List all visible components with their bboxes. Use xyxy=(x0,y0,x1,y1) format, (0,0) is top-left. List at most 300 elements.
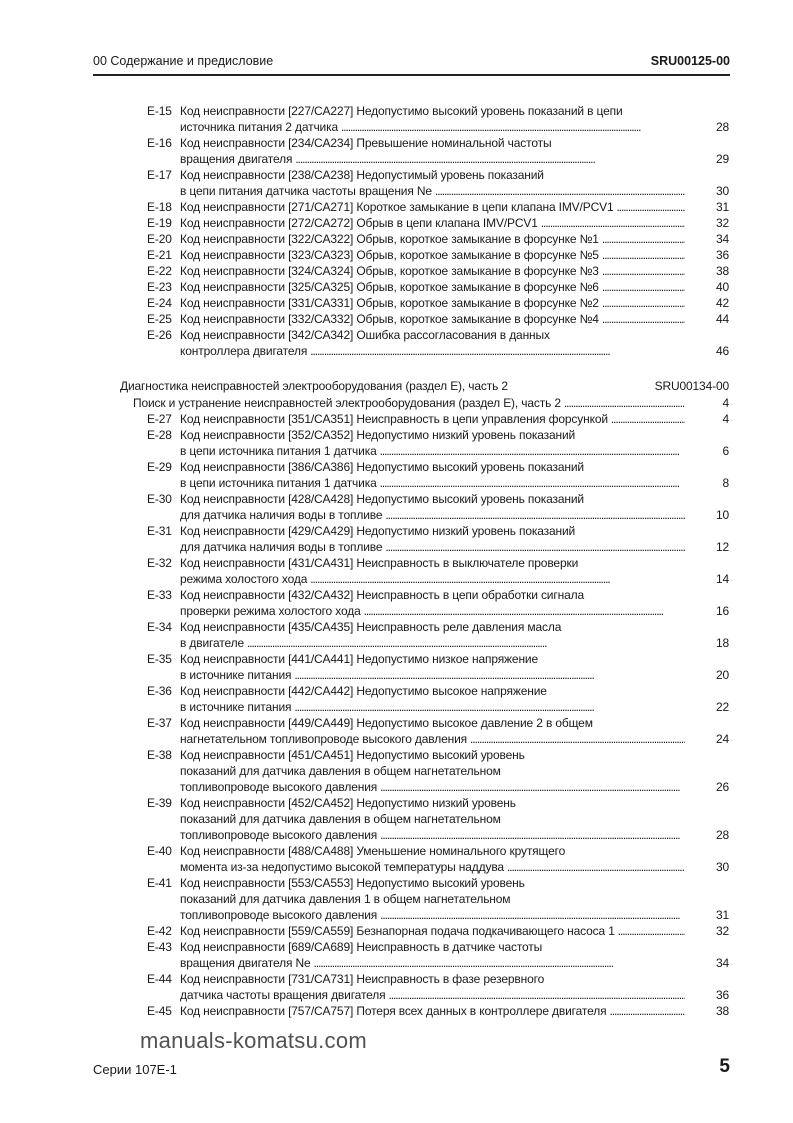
dot-leader xyxy=(311,955,685,971)
footer-series: Серии 107E-1 xyxy=(93,1062,177,1077)
entry-text-wrap xyxy=(180,907,685,923)
toc-line xyxy=(0,731,793,747)
toc-line xyxy=(0,507,793,523)
toc-entry[interactable] xyxy=(0,715,793,747)
entry-page-number: 46 xyxy=(715,344,729,358)
entry-number: E-38 xyxy=(147,748,172,762)
entry-text: показаний для датчика давления в общем нагнетательном xyxy=(180,764,501,778)
toc-line xyxy=(0,411,793,427)
entry-text-wrap xyxy=(180,619,685,635)
entry-text-wrap xyxy=(180,715,685,731)
toc-line xyxy=(0,907,793,923)
toc-entry[interactable] xyxy=(0,279,793,295)
entry-number: E-18 xyxy=(147,200,172,214)
entry-text: в двигателе xyxy=(180,636,244,650)
toc-entry[interactable] xyxy=(0,231,793,247)
toc-line xyxy=(0,699,793,715)
toc-line xyxy=(0,343,793,359)
entry-text-wrap xyxy=(180,327,685,343)
entry-number: E-30 xyxy=(147,492,172,506)
toc-line xyxy=(0,795,793,811)
toc-line xyxy=(0,651,793,667)
entry-number: E-25 xyxy=(147,312,172,326)
dot-leader xyxy=(467,731,685,747)
entry-text: режима холостого хода xyxy=(180,572,308,586)
dot-leader xyxy=(307,571,685,587)
dot-leader xyxy=(504,859,685,875)
section-title: Диагностика неисправностей электрооборудования (раздел E), часть 2 xyxy=(120,379,508,393)
dot-leader xyxy=(561,395,685,411)
toc-entry[interactable] xyxy=(0,491,793,523)
entry-number: E-24 xyxy=(147,296,172,310)
entry-text-wrap xyxy=(180,539,685,555)
entry-text: Код неисправности [432/CA432] Неисправность в цепи обработки сигнала xyxy=(180,588,584,602)
toc-line xyxy=(0,971,793,987)
toc-line xyxy=(0,923,793,939)
watermark: manuals-komatsu.com xyxy=(140,1028,367,1053)
entry-page-number: 28 xyxy=(715,120,729,134)
entry-text-wrap xyxy=(180,795,685,811)
entry-number: E-26 xyxy=(147,328,172,342)
entry-text-wrap xyxy=(180,683,685,699)
entry-text: топливопроводе высокого давления xyxy=(180,780,378,794)
toc-line xyxy=(0,395,793,411)
toc-line xyxy=(0,827,793,843)
toc-line xyxy=(0,427,793,443)
entry-page-number: 18 xyxy=(715,636,729,650)
entry-page-number: 24 xyxy=(715,732,729,746)
toc-line xyxy=(0,1003,793,1019)
entry-text: Код неисправности [234/CA234] Превышение номинальной частоты xyxy=(180,136,552,150)
dot-leader xyxy=(377,779,685,795)
entry-text: Код неисправности [238/CA238] Недопустимый уровень показаний xyxy=(180,168,544,182)
entry-text-wrap xyxy=(180,231,685,247)
toc-line xyxy=(0,199,793,215)
entry-text-wrap xyxy=(180,603,685,619)
entry-text-wrap xyxy=(180,843,685,859)
entry-text-wrap xyxy=(180,811,685,827)
toc-entry[interactable] xyxy=(0,103,793,135)
entry-text: показаний для датчика давления в общем нагнетательном xyxy=(180,812,501,826)
toc-entry[interactable] xyxy=(0,619,793,651)
entry-text-wrap xyxy=(180,555,685,571)
toc-entry[interactable] xyxy=(0,523,793,555)
entry-text: момента из-за недопустимо высокой температуры наддува xyxy=(180,860,504,874)
entry-text-wrap xyxy=(180,1003,685,1019)
entry-text: в цепи источника питания 1 датчика xyxy=(180,444,377,458)
toc-line xyxy=(0,571,793,587)
entry-text: вращения двигателя Ne xyxy=(180,956,311,970)
entry-text-wrap xyxy=(180,215,685,231)
entry-text: Код неисправности [559/CA559] Безнапорная подача подкачивающего насоса 1 xyxy=(180,924,615,938)
entry-text: показаний для датчика давления 1 в общем нагнетательном xyxy=(180,892,511,906)
toc-line xyxy=(0,763,793,779)
toc-line xyxy=(0,327,793,343)
entry-text-wrap xyxy=(180,859,685,875)
entry-page-number: 44 xyxy=(715,312,729,326)
section-doc-code: SRU00134-00 xyxy=(654,379,729,393)
entry-text: в источнике питания xyxy=(180,700,292,714)
toc-line xyxy=(0,119,793,135)
entry-text: контроллера двигателя xyxy=(180,344,308,358)
entry-page-number: 20 xyxy=(715,668,729,682)
toc-line xyxy=(0,619,793,635)
entry-text: Код неисправности [323/CA323] Обрыв, короткое замыкание в форсунке №5 xyxy=(180,248,599,262)
entry-number: E-36 xyxy=(147,684,172,698)
entry-text: Код неисправности [271/CA271] Короткое замыкание в цепи клапана IMV/PCV1 xyxy=(180,200,614,214)
entry-text-wrap xyxy=(180,827,685,843)
entry-page-number: 42 xyxy=(715,296,729,310)
entry-text-wrap xyxy=(180,699,685,715)
entry-page-number: 34 xyxy=(715,956,729,970)
toc-line xyxy=(0,247,793,263)
entry-number: E-15 xyxy=(147,104,172,118)
toc-line xyxy=(0,603,793,619)
entry-text-wrap xyxy=(180,667,685,683)
entry-text-wrap xyxy=(180,135,685,151)
entry-page-number: 26 xyxy=(715,780,729,794)
entry-text-wrap xyxy=(180,199,685,215)
entry-text: для датчика наличия воды в топливе xyxy=(180,540,383,554)
entry-text-wrap xyxy=(180,939,685,955)
header-doc-code: SRU00125-00 xyxy=(650,54,730,68)
entry-text-wrap xyxy=(180,779,685,795)
toc-line xyxy=(0,635,793,651)
entry-number: E-33 xyxy=(147,588,172,602)
section-heading xyxy=(0,377,793,395)
toc-line xyxy=(0,103,793,119)
dot-leader xyxy=(608,411,685,427)
entry-page-number: 4 xyxy=(722,412,729,426)
dot-leader xyxy=(385,987,685,1003)
entry-text: Код неисправности [324/CA324] Обрыв, короткое замыкание в форсунке №3 xyxy=(180,264,599,278)
entry-text: Код неисправности [452/CA452] Недопустимо низкий уровень xyxy=(180,796,516,810)
entry-text-wrap xyxy=(180,343,685,359)
entry-text-wrap xyxy=(180,587,685,603)
entry-text-wrap xyxy=(180,247,685,263)
toc-entry[interactable] xyxy=(0,427,793,459)
toc-line xyxy=(0,183,793,199)
entry-number: E-37 xyxy=(147,716,172,730)
entry-text: в цепи источника питания 1 датчика xyxy=(180,476,377,490)
entry-number: E-40 xyxy=(147,844,172,858)
toc-line xyxy=(0,683,793,699)
entry-text: Код неисправности [227/CA227] Недопустимо высокий уровень показаний в цепи xyxy=(180,104,623,118)
entry-number: E-16 xyxy=(147,136,172,150)
entry-text-wrap xyxy=(180,507,685,523)
dot-leader xyxy=(599,231,685,247)
entry-number: E-35 xyxy=(147,652,172,666)
dot-leader xyxy=(307,343,685,359)
toc-line xyxy=(0,135,793,151)
entry-text-wrap xyxy=(180,279,685,295)
entry-text: Код неисправности [428/CA428] Недопустимо высокий уровень показаний xyxy=(180,492,584,506)
entry-page-number: 28 xyxy=(715,828,729,842)
entry-page-number: 34 xyxy=(715,232,729,246)
toc-line xyxy=(0,811,793,827)
toc-line xyxy=(0,747,793,763)
toc-line xyxy=(0,295,793,311)
entry-text-wrap xyxy=(180,119,685,135)
dot-leader xyxy=(244,635,685,651)
toc-entry[interactable] xyxy=(0,939,793,971)
toc-part-2 xyxy=(0,395,793,1019)
entry-text-wrap xyxy=(180,987,685,1003)
toc-line xyxy=(0,151,793,167)
entry-page-number: 22 xyxy=(715,700,729,714)
entry-page-number: 14 xyxy=(715,572,729,586)
dot-leader xyxy=(377,827,685,843)
entry-number: E-43 xyxy=(147,940,172,954)
dot-leader xyxy=(613,199,685,215)
entry-number: E-32 xyxy=(147,556,172,570)
entry-text-wrap xyxy=(133,395,685,411)
dot-leader xyxy=(599,247,685,263)
dot-leader xyxy=(599,311,685,327)
entry-text-wrap xyxy=(180,763,685,779)
entry-text-wrap xyxy=(180,295,685,311)
entry-number: E-45 xyxy=(147,1004,172,1018)
toc-line xyxy=(0,231,793,247)
dot-leader xyxy=(432,183,685,199)
toc-entry[interactable] xyxy=(0,875,793,923)
entry-text: Код неисправности [689/CA689] Неисправность в датчике частоты xyxy=(180,940,543,954)
entry-text-wrap xyxy=(180,923,685,939)
toc-line xyxy=(0,167,793,183)
toc-line xyxy=(0,311,793,327)
toc-entry[interactable] xyxy=(0,843,793,875)
entry-text-wrap xyxy=(180,311,685,327)
toc-line xyxy=(0,891,793,907)
toc-entry[interactable] xyxy=(0,215,793,231)
entry-text-wrap xyxy=(180,891,685,907)
entry-text: Код неисправности [332/CA332] Обрыв, короткое замыкание в форсунке №4 xyxy=(180,312,599,326)
toc-entry[interactable] xyxy=(0,263,793,279)
toc-entry[interactable] xyxy=(0,411,793,427)
entry-number: E-44 xyxy=(147,972,172,986)
entry-text: топливопроводе высокого давления xyxy=(180,908,378,922)
entry-text: Код неисправности [352/CA352] Недопустимо низкий уровень показаний xyxy=(180,428,576,442)
entry-number: E-39 xyxy=(147,796,172,810)
toc-line xyxy=(0,875,793,891)
entry-page-number: 10 xyxy=(715,508,729,522)
toc-line xyxy=(0,779,793,795)
entry-page-number: 30 xyxy=(715,860,729,874)
entry-text: Код неисправности [351/CA351] Неисправность в цепи управления форсункой xyxy=(180,412,608,426)
dot-leader xyxy=(377,907,685,923)
entry-page-number: 30 xyxy=(715,184,729,198)
toc-line xyxy=(0,459,793,475)
dot-leader xyxy=(291,667,685,683)
dot-leader xyxy=(606,1003,685,1019)
toc-entry[interactable] xyxy=(0,199,793,215)
entry-number: E-23 xyxy=(147,280,172,294)
dot-leader xyxy=(377,443,685,459)
entry-text: нагнетательном топливопроводе высокого давления xyxy=(180,732,468,746)
entry-text-wrap xyxy=(180,427,685,443)
entry-page-number: 4 xyxy=(722,396,729,410)
entry-page-number: 36 xyxy=(715,988,729,1002)
toc-entry[interactable] xyxy=(0,247,793,263)
entry-page-number: 6 xyxy=(722,444,729,458)
toc-line xyxy=(0,215,793,231)
entry-page-number: 12 xyxy=(715,540,729,554)
entry-page-number: 31 xyxy=(715,200,729,214)
toc-entry[interactable] xyxy=(0,795,793,843)
toc-entry[interactable] xyxy=(0,683,793,715)
entry-page-number: 38 xyxy=(715,264,729,278)
entry-page-number: 8 xyxy=(722,476,729,490)
entry-page-number: 38 xyxy=(715,1004,729,1018)
entry-text: Код неисправности [342/CA342] Ошибка рассогласования в данных xyxy=(180,328,550,342)
entry-text: Код неисправности [325/CA325] Обрыв, короткое замыкание в форсунке №6 xyxy=(180,280,599,294)
entry-text: Код неисправности [441/CA441] Недопустимо низкое напряжение xyxy=(180,652,539,666)
toc-line xyxy=(0,279,793,295)
entry-number: E-42 xyxy=(147,924,172,938)
entry-text-wrap xyxy=(180,523,685,539)
entry-text: Поиск и устранение неисправностей электрооборудования (раздел E), часть 2 xyxy=(133,396,561,410)
entry-text-wrap xyxy=(180,875,685,891)
entry-text: Код неисправности [331/CA331] Обрыв, короткое замыкание в форсунке №2 xyxy=(180,296,599,310)
entry-text: Код неисправности [451/CA451] Недопустимо высокий уровень xyxy=(180,748,525,762)
entry-text-wrap xyxy=(180,747,685,763)
entry-number: E-22 xyxy=(147,264,172,278)
entry-text: вращения двигателя xyxy=(180,152,293,166)
entry-text-wrap xyxy=(180,263,685,279)
toc-entry[interactable] xyxy=(0,327,793,359)
dot-leader xyxy=(599,263,685,279)
toc-line xyxy=(0,587,793,603)
entry-page-number: 40 xyxy=(715,280,729,294)
dot-leader xyxy=(291,699,685,715)
entry-text: Код неисправности [553/CA553] Недопустимо высокий уровень xyxy=(180,876,525,890)
entry-text: Код неисправности [442/CA442] Недопустимо высокое напряжение xyxy=(180,684,547,698)
entry-text-wrap xyxy=(180,955,685,971)
entry-number: E-19 xyxy=(147,216,172,230)
dot-leader xyxy=(615,923,685,939)
entry-text-wrap xyxy=(180,443,685,459)
toc-line xyxy=(0,843,793,859)
toc-part-1 xyxy=(0,103,793,359)
entry-text-wrap xyxy=(180,571,685,587)
entry-number: E-20 xyxy=(147,232,172,246)
toc-entry[interactable] xyxy=(0,971,793,1003)
footer-page-number: 5 xyxy=(719,1056,730,1077)
entry-page-number: 32 xyxy=(715,924,729,938)
toc-line xyxy=(0,859,793,875)
entry-text-wrap xyxy=(180,635,685,651)
entry-number: E-17 xyxy=(147,168,172,182)
toc-entry[interactable] xyxy=(0,395,793,411)
entry-text: Код неисправности [449/CA449] Недопустимо высокое давление 2 в общем xyxy=(180,716,593,730)
table-of-contents xyxy=(0,103,793,1019)
entry-page-number: 29 xyxy=(715,152,729,166)
header-rule xyxy=(93,74,730,76)
entry-number: E-34 xyxy=(147,620,172,634)
toc-entry[interactable] xyxy=(0,459,793,491)
entry-text: Код неисправности [429/CA429] Недопустимо низкий уровень показаний xyxy=(180,524,576,538)
toc-entry[interactable] xyxy=(0,747,793,795)
entry-text-wrap xyxy=(180,651,685,667)
dot-leader xyxy=(361,603,685,619)
toc-entry[interactable] xyxy=(0,651,793,683)
entry-text-wrap xyxy=(180,731,685,747)
toc-line xyxy=(0,955,793,971)
entry-text: Код неисправности [757/CA757] Потеря всех данных в контроллере двигателя xyxy=(180,1004,607,1018)
entry-text-wrap xyxy=(180,151,685,167)
entry-text-wrap xyxy=(180,183,685,199)
toc-line xyxy=(0,987,793,1003)
toc-entry[interactable] xyxy=(0,135,793,167)
entry-text: для датчика наличия воды в топливе xyxy=(180,508,383,522)
entry-number: E-31 xyxy=(147,524,172,538)
entry-text: в цепи питания датчика частоты вращения Ne xyxy=(180,184,432,198)
entry-text-wrap xyxy=(180,103,685,119)
dot-leader xyxy=(538,215,685,231)
toc-entry[interactable] xyxy=(0,923,793,939)
toc-line xyxy=(0,715,793,731)
entry-number: E-29 xyxy=(147,460,172,474)
entry-text-wrap xyxy=(180,411,685,427)
entry-page-number: 32 xyxy=(715,216,729,230)
entry-text: источника питания 2 датчика xyxy=(180,120,338,134)
entry-page-number: 36 xyxy=(715,248,729,262)
header-title: 00 Содержание и предисловие xyxy=(93,54,274,68)
dot-leader xyxy=(377,475,685,491)
entry-text-wrap xyxy=(180,459,685,475)
entry-text: в источнике питания xyxy=(180,668,292,682)
entry-text: Код неисправности [431/CA431] Неисправность в выключателе проверки xyxy=(180,556,579,570)
toc-line xyxy=(0,491,793,507)
entry-text-wrap xyxy=(180,971,685,987)
entry-text-wrap xyxy=(180,475,685,491)
dot-leader xyxy=(599,279,685,295)
toc-line xyxy=(0,939,793,955)
toc-entry[interactable] xyxy=(0,1003,793,1019)
toc-entry[interactable] xyxy=(0,555,793,587)
toc-entry[interactable] xyxy=(0,587,793,619)
toc-line xyxy=(0,523,793,539)
entry-page-number: 16 xyxy=(715,604,729,618)
dot-leader xyxy=(599,295,685,311)
toc-line xyxy=(0,475,793,491)
dot-leader xyxy=(292,151,685,167)
entry-text-wrap xyxy=(180,167,685,183)
entry-number: E-21 xyxy=(147,248,172,262)
toc-line xyxy=(0,263,793,279)
entry-text: Код неисправности [731/CA731] Неисправность в фазе резервного xyxy=(180,972,545,986)
dot-leader xyxy=(382,539,685,555)
toc-line xyxy=(0,667,793,683)
toc-line xyxy=(0,555,793,571)
toc-entry[interactable] xyxy=(0,167,793,199)
toc-entry[interactable] xyxy=(0,311,793,327)
entry-text: проверки режима холостого хода xyxy=(180,604,361,618)
entry-text: Код неисправности [322/CA322] Обрыв, короткое замыкание в форсунке №1 xyxy=(180,232,599,246)
entry-text: Код неисправности [386/CA386] Недопустимо высокий уровень показаний xyxy=(180,460,584,474)
entry-number: E-27 xyxy=(147,412,172,426)
dot-leader xyxy=(382,507,685,523)
toc-line xyxy=(0,443,793,459)
toc-entry[interactable] xyxy=(0,295,793,311)
entry-number: E-28 xyxy=(147,428,172,442)
entry-text: Код неисправности [488/CA488] Уменьшение номинального крутящего xyxy=(180,844,566,858)
dot-leader xyxy=(338,119,685,135)
entry-text: Код неисправности [435/CA435] Неисправность реле давления масла xyxy=(180,620,562,634)
entry-text: датчика частоты вращения двигателя xyxy=(180,988,386,1002)
toc-line xyxy=(0,539,793,555)
entry-number: E-41 xyxy=(147,876,172,890)
